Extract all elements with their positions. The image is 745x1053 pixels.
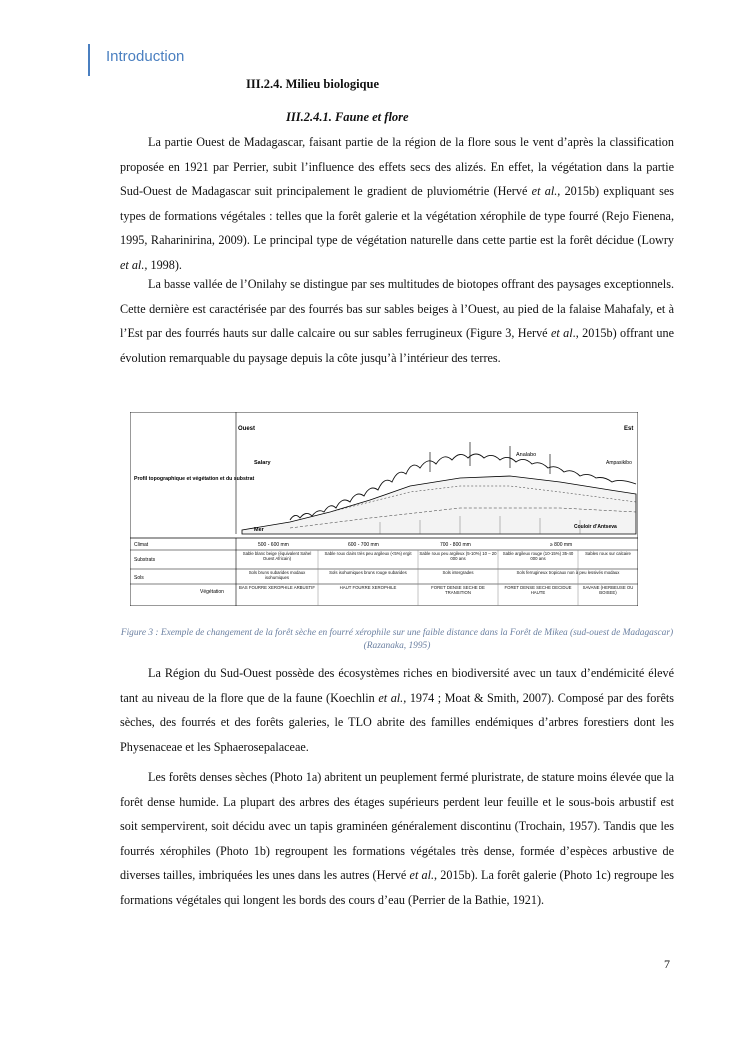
- sol-3: Sols intergrades: [442, 570, 474, 575]
- veg-1: BAS FOURRE XEROPHILE ARBUSTIF: [239, 585, 315, 590]
- veg-2: HAUT FOURRE XEROPHILE: [339, 585, 397, 590]
- label-couloir: Couloir d’Antseva: [574, 524, 617, 530]
- label-ouest: Ouest: [238, 426, 256, 432]
- figure-3-profile: [130, 412, 638, 606]
- label-mer: Mer: [254, 527, 264, 533]
- veg-5: SAVANE (HERBEUSE OU BOISEE): [582, 585, 634, 595]
- substrat-2: Sable roux clairs très peu argileux (<5%) ergit: [324, 551, 412, 556]
- substrat-5: Sables roux sur calcaire: [585, 551, 631, 556]
- label-est: Est: [624, 426, 634, 432]
- climat-2: 600 - 700 mm: [348, 542, 379, 548]
- page-number: 7: [664, 957, 670, 971]
- subsection-heading: III.2.4.1. Faune et flore: [286, 110, 409, 124]
- label-salary: Salary: [254, 460, 271, 466]
- substrat-3: Sable roux peu argileux (5-10%) 10 – 20 000 ans: [419, 551, 497, 561]
- label-analabo: Analabo: [516, 452, 537, 458]
- climat-1: 500 - 600 mm: [258, 542, 289, 548]
- veg-3: FORET DENSE SECHE DE TRANSITION: [431, 585, 485, 595]
- sol-2: Sols isohumiques bruns rouge subarides: [329, 570, 407, 575]
- substrat-1: Sable blanc beige (équivalent Sahel Ouest Africain): [242, 551, 312, 561]
- paragraph-2: La basse vallée de l’Onilahy se distingue par ses multitudes de biotopes offrant des paysages exceptionnels. Cette dernière est caractérisée par des fourrés bas sur sables beiges à l’Ouest, au pied de la falaise Mahafaly, et à l’Est par des fourrés hauts sur dalle calcaire ou sur sables ferrugineux (Figure 3, Hervé et al., 2015b) offrant une évolution remarquable du paysage depuis la côte jusqu’à l’intérieur des terres.: [120, 277, 674, 365]
- figure-caption: Figure 3 : Exemple de changement de la forêt sèche en fourré xérophile sur une faible distance dans la Forêt de Mikea (sud-ouest de Madagascar) (Razanaka, 1995): [120, 628, 674, 651]
- paragraph-1: La partie Ouest de Madagascar, faisant partie de la région de la flore sous le vent d’après la classification proposée en 1921 par Perrier, subit l’influence des effets secs des alizés. En effet, la végétation dans la partie Sud-Ouest de Madagascar suit principalement le gradient de pluviométrie (Hervé et al., 2015b) expliquant ses types de formations végétales : telles que la forêt galerie et la végétation xérophile de type fourré (Rejo Fienena, 1995, Raharinirina, 2009). Le principal type de végétation naturelle dans cette partie est la forêt décidue (Lowry et al., 1998).: [120, 135, 675, 272]
- climat-4: ≥ 800 mm: [550, 542, 573, 548]
- header-accent-bar: [88, 44, 90, 76]
- section-heading: III.2.4. Milieu biologique: [246, 77, 380, 91]
- paragraph-3: La Région du Sud-Ouest possède des écosystèmes riches en biodiversité avec un taux d’endémicité élevé tant au niveau de la flore que de la faune (Koechlin et al., 1974 ; Moat & Smith, 2007). Composé par des forêts sèches, des fourrés et des forêts galeries, le TLO abrite des familles endémiques d’arbres forestiers dont les Physenaceae et les Sphaerosepalaceae.: [120, 666, 675, 754]
- running-header: Introduction: [106, 48, 185, 65]
- row-climat: Climat: [134, 542, 149, 548]
- row-substrats: Substrats: [134, 557, 156, 563]
- row-sols: Sols: [134, 575, 144, 581]
- profile-label: Profil topographique et végétation et du substrat: [134, 476, 255, 482]
- sol-4: Sols ferrugineux tropicaux non à peu lessivés modaux: [516, 570, 620, 575]
- row-vegetation: Végétation: [200, 589, 224, 595]
- sol-1: Sols bruns subarides modaux isohumiques: [248, 570, 306, 580]
- substrat-4: Sable argileux rouge (10-15%) 35-40 000 ans: [502, 551, 574, 561]
- label-ampasikibo: Ampasikibo: [606, 460, 632, 466]
- paragraph-4: Les forêts denses sèches (Photo 1a) abritent un peuplement fermé pluristrate, de stature moins élevée que la forêt dense humide. La plupart des arbres des étages supérieurs perdent leur feuille et le sous-bois arbustif est soit sempervirent, soit décidu avec un tapis graminéen généralement discontinu (Trochain, 1957). Tandis que les fourrés xérophiles (Photo 1b) regroupent les formations végétales très dense, formée d’espèces arbustive de diverses tailles, imbriquées les unes dans les autres (Hervé et al., 2015b). La forêt galerie (Photo 1c) regroupe les formations végétales qui longent les bords des cours d’eau (Perrier de la Bathie, 1921).: [120, 770, 674, 907]
- veg-4: FORET DENSE SECHE DECIDUE HAUTE: [504, 585, 572, 595]
- climat-3: 700 - 800 mm: [440, 542, 471, 548]
